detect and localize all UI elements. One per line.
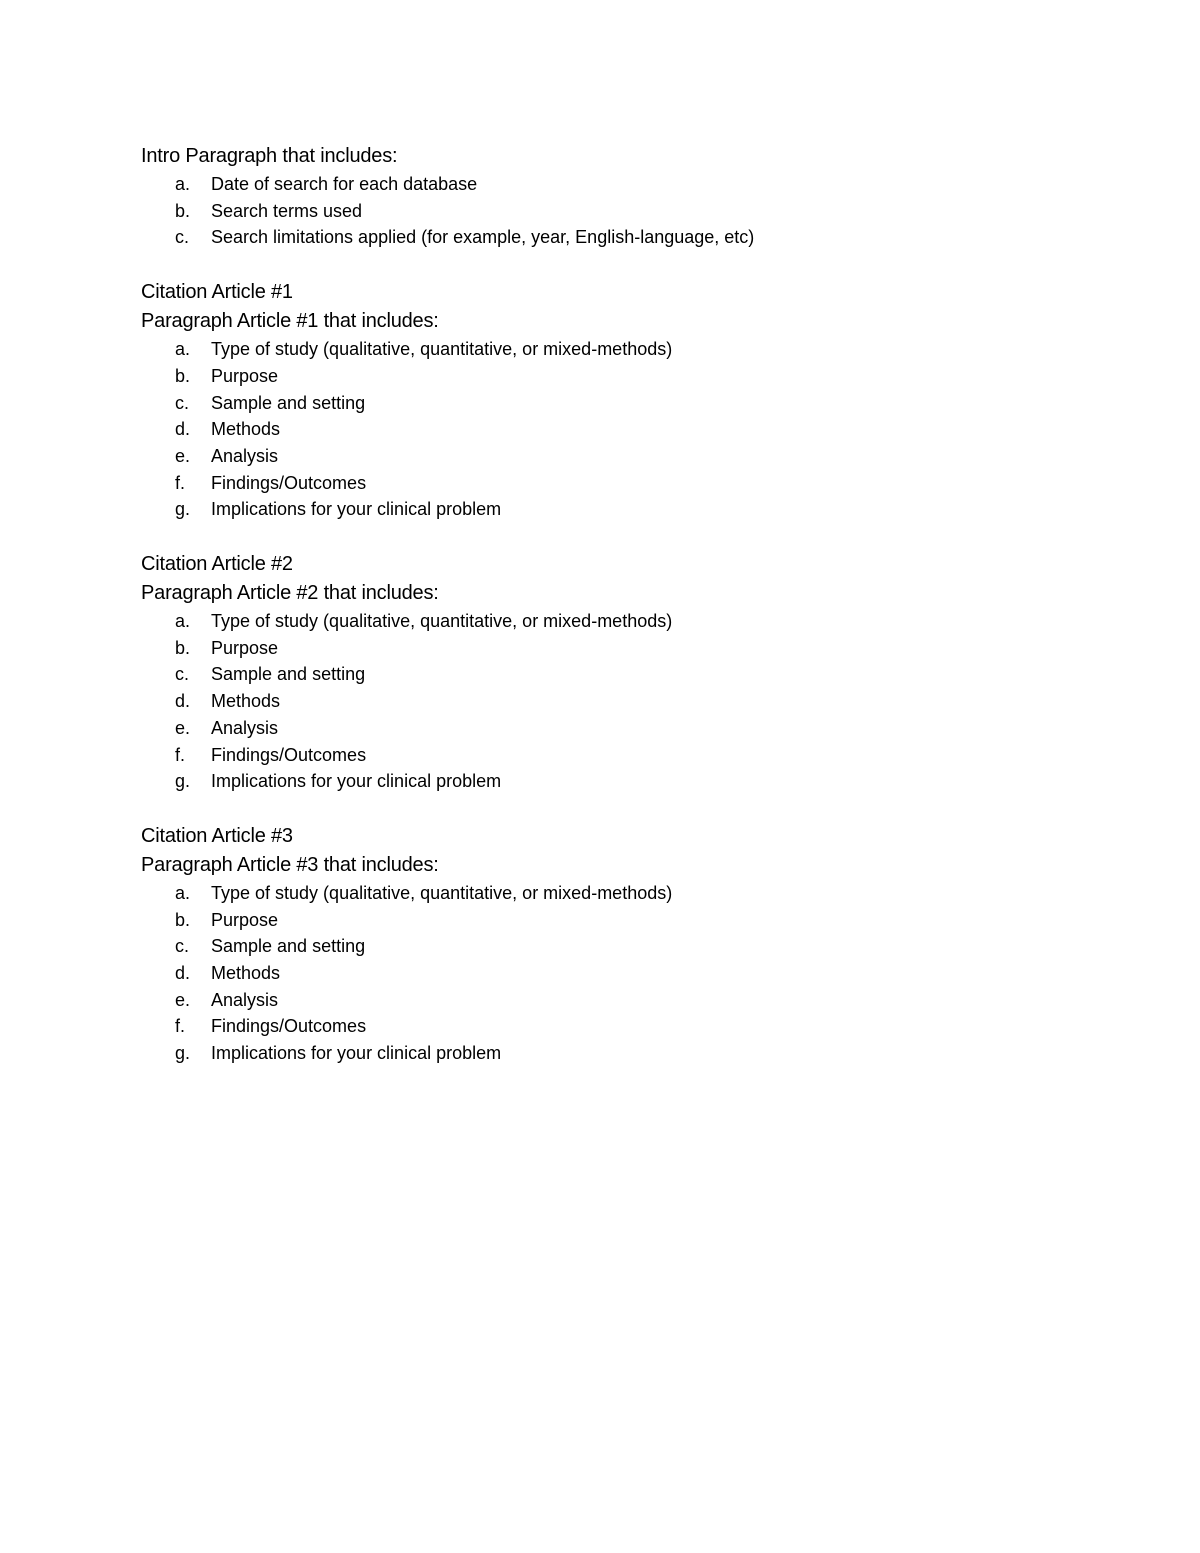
list-item [141, 171, 1041, 198]
list-item-text: Purpose [211, 909, 279, 930]
list-item [141, 1040, 1041, 1067]
list-item-text: Analysis [211, 717, 279, 738]
requirement-list [141, 608, 1041, 795]
list-item-text: Sample and setting [211, 392, 366, 413]
paragraph-heading: Paragraph Article #1 that includes: [141, 310, 439, 333]
list-marker: d. [175, 963, 191, 984]
list-item-text: Sample and setting [211, 936, 366, 957]
list-item [141, 336, 1041, 363]
paragraph-heading: Paragraph Article #2 that includes: [141, 582, 439, 605]
list-item-text: Type of study (qualitative, quantitative, or mixed-methods) [211, 339, 673, 360]
list-marker: g. [175, 499, 191, 520]
list-item [141, 224, 1041, 251]
paragraph-heading: Paragraph Article #3 that includes: [141, 853, 439, 876]
list-item [141, 470, 1041, 497]
list-item [141, 907, 1041, 934]
list-item-text: Implications for your clinical problem [211, 499, 502, 520]
list-item [141, 635, 1041, 662]
list-item-text: Methods [211, 963, 281, 984]
list-item-text: Type of study (qualitative, quantitative, or mixed-methods) [211, 882, 673, 903]
citation-heading: Citation Article #3 [141, 824, 293, 847]
requirement-list [141, 880, 1041, 1067]
list-item [141, 960, 1041, 987]
list-marker: c. [175, 664, 190, 685]
list-marker: c. [175, 936, 190, 957]
list-marker: b. [175, 200, 191, 221]
list-marker: f. [175, 1016, 186, 1037]
list-marker: d. [175, 419, 191, 440]
list-marker: a. [175, 174, 191, 194]
list-item-text: Search terms used [211, 200, 363, 221]
list-marker: f. [175, 472, 186, 493]
list-item [141, 768, 1041, 795]
list-marker: d. [175, 691, 191, 712]
list-item-text: Analysis [211, 445, 279, 466]
list-item-text: Purpose [211, 637, 279, 658]
citation-heading: Citation Article #1 [141, 281, 293, 304]
list-marker: a. [175, 339, 191, 360]
list-marker: b. [175, 909, 191, 930]
list-item-text: Search limitations applied (for example, year, English-language, etc) [211, 227, 755, 248]
list-item [141, 987, 1041, 1014]
document-body [141, 142, 1041, 1067]
list-marker: e. [175, 445, 191, 466]
list-item-text: Type of study (qualitative, quantitative, or mixed-methods) [211, 611, 673, 632]
list-marker: f. [175, 744, 186, 765]
section-heading: Intro Paragraph that includes: [141, 145, 398, 167]
list-marker: e. [175, 717, 191, 738]
citation-heading: Citation Article #2 [141, 553, 293, 576]
list-item [141, 933, 1041, 960]
list-item-text: Findings/Outcomes [211, 472, 367, 493]
list-marker: b. [175, 365, 191, 386]
article-1-section [141, 278, 1041, 523]
list-item [141, 390, 1041, 417]
list-item-text: Findings/Outcomes [211, 744, 367, 765]
list-item [141, 363, 1041, 390]
list-item [141, 198, 1041, 225]
list-marker: g. [175, 1043, 191, 1064]
article-3-section [141, 822, 1041, 1067]
list-item [141, 880, 1041, 907]
list-item [141, 715, 1041, 742]
list-marker: g. [175, 771, 191, 792]
list-item-text: Implications for your clinical problem [211, 1043, 502, 1064]
list-marker: a. [175, 611, 191, 632]
list-item-text: Date of search for each database [211, 174, 478, 194]
list-item-text: Methods [211, 691, 281, 712]
list-marker: c. [175, 227, 190, 248]
list-item-text: Analysis [211, 989, 279, 1010]
list-item-text: Implications for your clinical problem [211, 771, 502, 792]
article-2-section [141, 550, 1041, 795]
list-item-text: Methods [211, 419, 281, 440]
list-marker: b. [175, 637, 191, 658]
list-item-text: Purpose [211, 365, 279, 386]
list-item [141, 608, 1041, 635]
requirement-list [141, 171, 1041, 251]
list-item [141, 688, 1041, 715]
list-marker: c. [175, 392, 190, 413]
list-item-text: Findings/Outcomes [211, 1016, 367, 1037]
list-marker: e. [175, 989, 191, 1010]
requirement-list [141, 336, 1041, 523]
list-item-text: Sample and setting [211, 664, 366, 685]
list-marker: a. [175, 882, 191, 903]
list-item [141, 742, 1041, 769]
list-item [141, 443, 1041, 470]
list-item [141, 1013, 1041, 1040]
list-item [141, 496, 1041, 523]
list-item [141, 661, 1041, 688]
list-item [141, 416, 1041, 443]
intro-section [141, 142, 1041, 251]
